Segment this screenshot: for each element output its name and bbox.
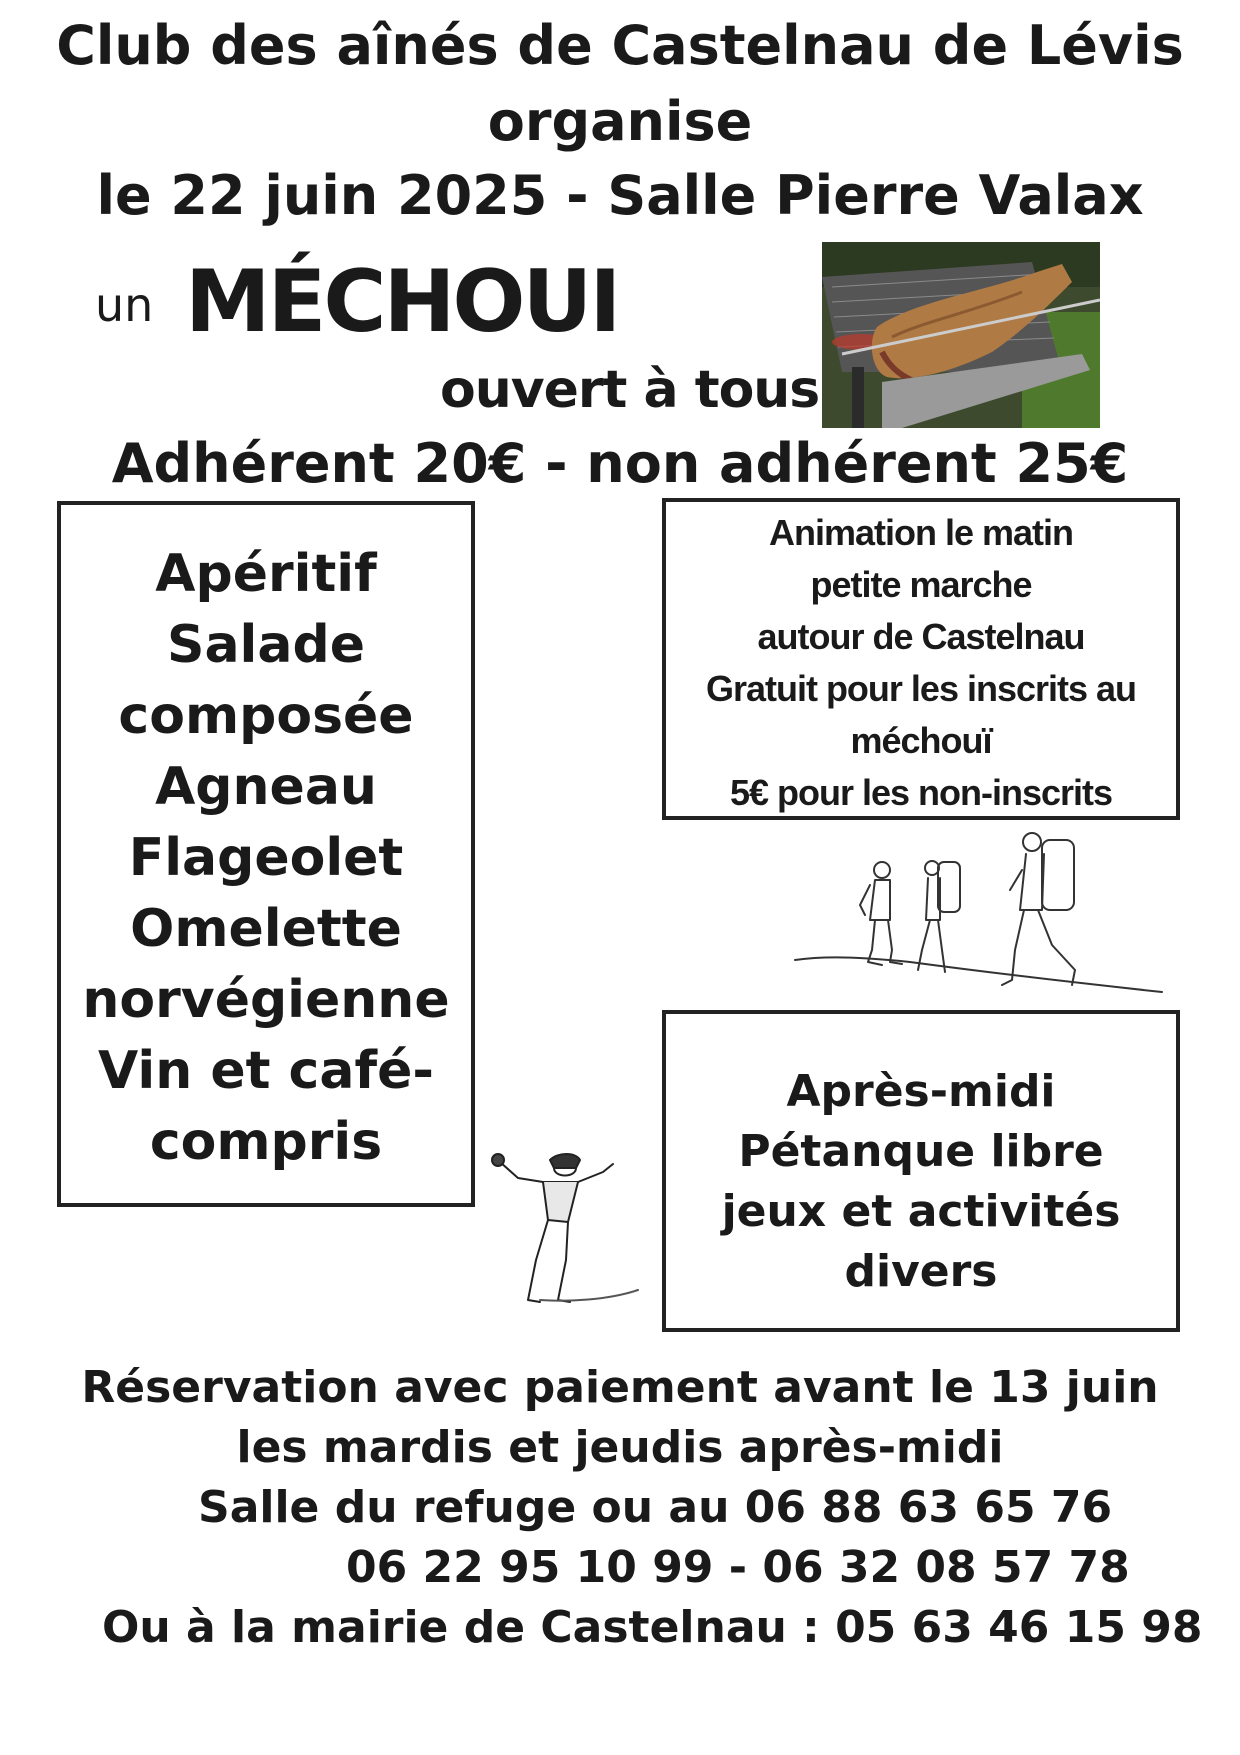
menu-item: Salade <box>167 615 365 675</box>
morning-line: autour de Castelnau <box>757 616 1085 657</box>
event-name: MÉCHOUI <box>185 252 619 352</box>
morning-line: Animation le matin <box>768 512 1074 553</box>
menu-item: Omelette <box>130 899 402 959</box>
morning-activity-box <box>662 498 1180 820</box>
spit-roast-photo <box>822 242 1100 428</box>
price-line: Adhérent 20€ - non adhérent 25€ <box>111 432 1129 495</box>
menu-item: composée <box>118 686 414 746</box>
morning-line: petite marche <box>810 564 1032 605</box>
afternoon-line: Pétanque libre <box>738 1126 1104 1177</box>
menu-item: Apéritif <box>155 544 377 604</box>
event-prefix: un <box>95 278 154 332</box>
menu-list <box>61 539 471 1178</box>
afternoon-line: divers <box>844 1246 998 1297</box>
morning-line: méchouï <box>850 720 992 761</box>
event-audience: ouvert à tous <box>440 360 820 420</box>
morning-line: 5€ pour les non-inscrits <box>729 772 1113 813</box>
reservation-deadline: Réservation avec paiement avant le 13 juin <box>81 1362 1159 1413</box>
hikers-illustration <box>790 820 1170 1010</box>
event-date-venue: le 22 juin 2025 - Salle Pierre Valax <box>96 164 1144 227</box>
reservation-town-hall: Ou à la mairie de Castelnau : 05 63 46 15 98 <box>102 1602 1203 1653</box>
menu-item: Flageolet <box>128 828 404 888</box>
afternoon-activity-box <box>662 1010 1180 1332</box>
petanque-player-illustration <box>488 1150 648 1315</box>
organise-text: organise <box>487 90 753 153</box>
afternoon-line: jeux et activités <box>721 1186 1121 1237</box>
menu-item: Vin et café- <box>98 1041 434 1101</box>
menu-box <box>57 501 475 1207</box>
reservation-phone-primary: Salle du refuge ou au 06 88 63 65 76 <box>198 1482 1113 1533</box>
menu-item: norvégienne <box>82 970 450 1030</box>
club-title: Club des aînés de Castelnau de Lévis <box>56 14 1184 77</box>
menu-item: Agneau <box>155 757 377 817</box>
reservation-phone-secondary: 06 22 95 10 99 - 06 32 08 57 78 <box>346 1542 1130 1593</box>
menu-item: compris <box>149 1112 383 1172</box>
reservation-days: les mardis et jeudis après-midi <box>236 1422 1004 1473</box>
morning-activity-list <box>666 507 1176 819</box>
afternoon-line: Après-midi <box>786 1066 1056 1117</box>
afternoon-activity-list <box>666 1062 1176 1302</box>
morning-line: Gratuit pour les inscrits au <box>705 668 1137 709</box>
